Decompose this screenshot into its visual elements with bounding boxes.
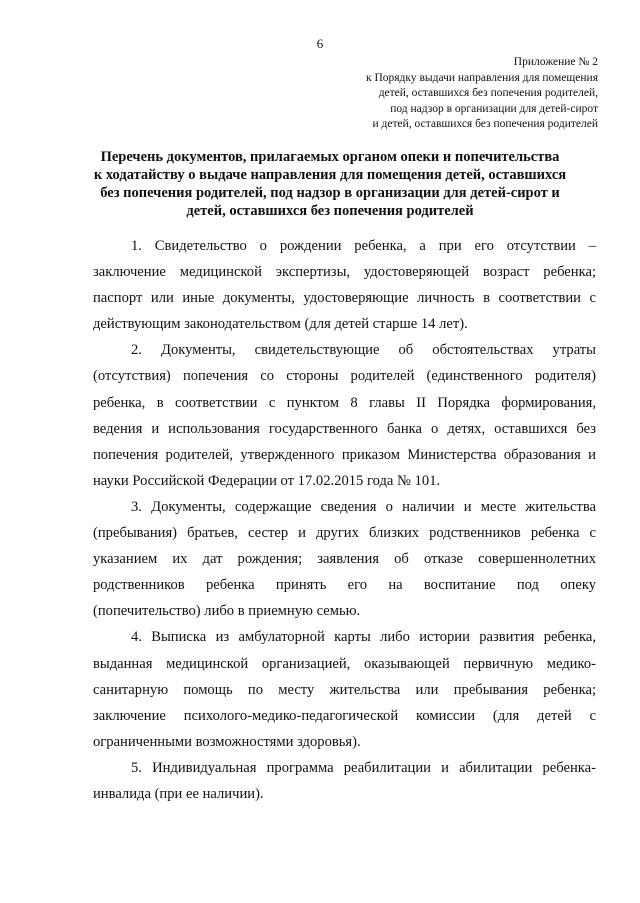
paragraph-line: родственников ребенка принять его на воспитание под опеку: [93, 577, 596, 594]
paragraph-line: указанием их дат рождения; заявления об отказе совершеннолетних: [93, 551, 596, 568]
paragraph-line: ребенка, в соответствии с пунктом 8 главы II Порядка формирования,: [93, 394, 596, 411]
paragraph-line: (отсутствия) попечения со стороны родителей (единственного родителя): [93, 368, 596, 385]
list-item: [93, 494, 596, 624]
paragraph-line: 2. Документы, свидетельствующие об обстоятельствах утраты: [131, 342, 596, 359]
title-line: Перечень документов, прилагаемых органом опеки и попечительства: [100, 149, 560, 165]
document-body: [93, 233, 596, 807]
appendix-header: [366, 55, 598, 133]
paragraph-line: 5. Индивидуальная программа реабилитации и абилитации ребенка-: [131, 759, 596, 776]
paragraph-line: действующим законодательством (для детей старше 14 лет).: [93, 316, 468, 333]
list-item: [93, 755, 596, 807]
title-line: детей, оставшихся без попечения родителей: [186, 203, 474, 219]
page-number: 6: [316, 36, 324, 51]
list-item: [93, 624, 596, 754]
paragraph-line: 4. Выписка из амбулаторной карты либо истории развития ребенка,: [131, 629, 596, 646]
paragraph-line: заключение медицинской экспертизы, удостоверяющей возраст ребенка;: [93, 264, 596, 281]
appendix-line: Приложение № 2: [513, 56, 598, 68]
title-line: без попечения родителей, под надзор в организации для детей-сирот и: [100, 185, 560, 201]
paragraph-line: заключение психолого-медико-педагогической комиссии (для детей с: [93, 707, 596, 724]
list-item: [93, 337, 596, 494]
paragraph-line: санитарную помощь по месту жительства или пребывания ребенка;: [93, 681, 596, 698]
paragraph-line: ограниченными возможностями здоровья).: [93, 733, 361, 750]
paragraph-line: (попечительство) либо в приемную семью.: [93, 603, 361, 620]
paragraph-line: выданная медицинской организацией, оказывающей первичную медико-: [93, 655, 596, 672]
appendix-line: детей, оставшихся без попечения родителей,: [378, 87, 598, 100]
paragraph-line: науки Российской Федерации от 17.02.2015 года № 101.: [93, 472, 441, 489]
paragraph-line: попечения родителей, утвержденного приказом Министерства образования и: [93, 446, 596, 463]
paragraph-line: паспорт или иные документы, удостоверяющие личность в соответствии с: [93, 290, 596, 307]
list-item: [93, 233, 596, 337]
paragraph-line: (пребывания) братьев, сестер и других близких родственников ребенка с: [93, 525, 596, 542]
appendix-line: и детей, оставшихся без попечения родителей: [372, 118, 598, 131]
document-title: [60, 148, 600, 220]
paragraph-line: инвалида (при ее наличии).: [93, 785, 264, 802]
appendix-line: под надзор в организации для детей-сирот: [390, 102, 598, 115]
paragraph-line: ведения и использования государственного банка о детях, оставшихся без: [93, 420, 596, 437]
paragraph-line: 1. Свидетельство о рождении ребенка, а при его отсутствии –: [131, 238, 596, 254]
appendix-line: к Порядку выдачи направления для помещения: [365, 71, 598, 84]
title-line: к ходатайству о выдаче направления для помещения детей, оставшихся: [93, 167, 567, 183]
paragraph-line: 3. Документы, содержащие сведения о наличии и месте жительства: [131, 498, 596, 515]
